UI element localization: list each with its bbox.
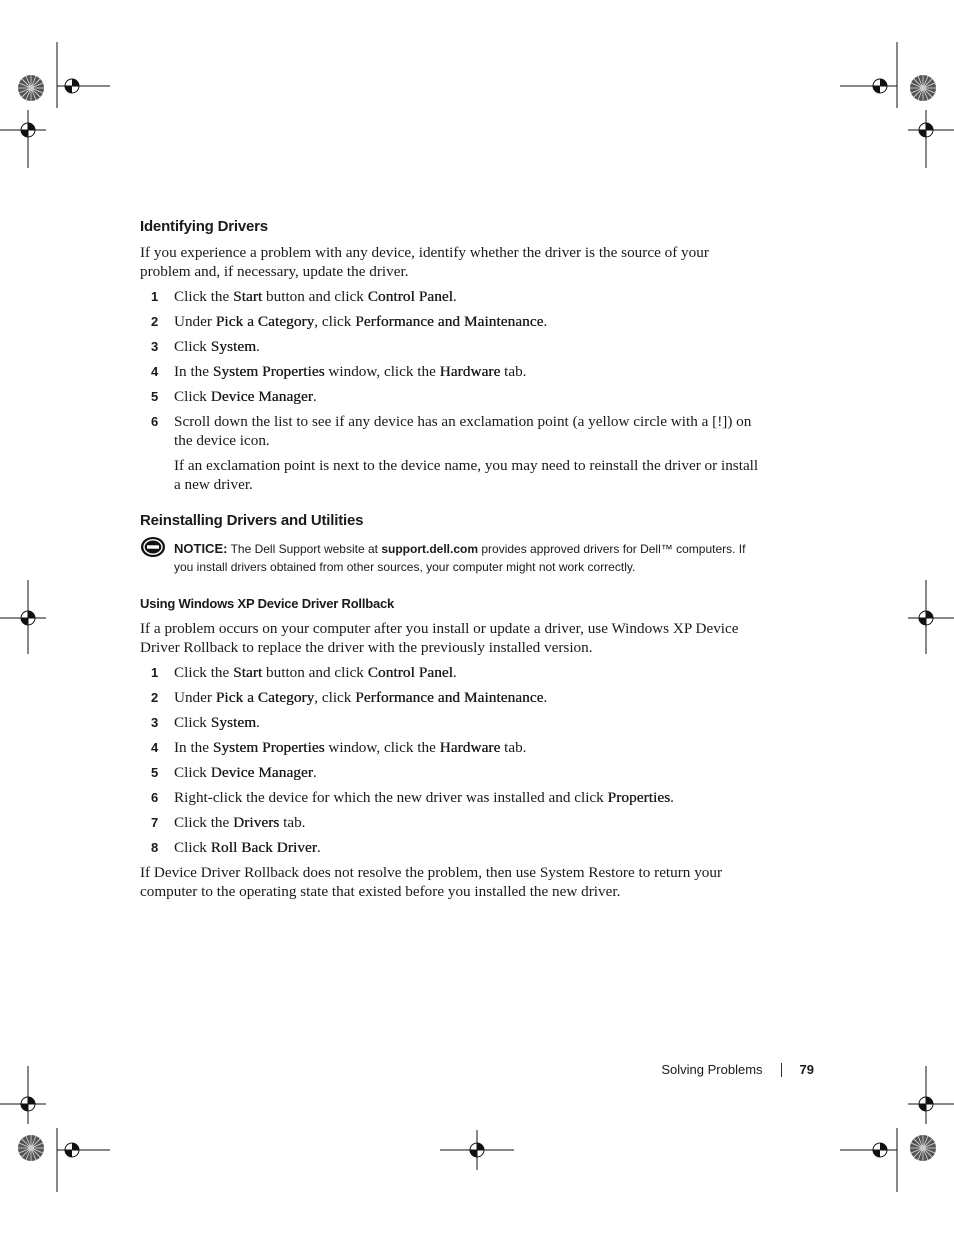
step-text: . [452, 664, 457, 681]
registration-mark-icon [65, 1143, 79, 1157]
step-text: In the [174, 739, 213, 756]
step-number: 4 [151, 740, 159, 755]
section3-intro: If a problem occurs on your computer after you install or update a driver, use Windows XP Device Driver Rollback to replace the driver with the previously installed version. [140, 620, 739, 656]
step-text: button and click [262, 664, 368, 681]
registration-mark-icon [919, 1097, 933, 1111]
step-number: 1 [151, 289, 159, 304]
ui-term: Pick a Category [215, 313, 315, 330]
step-text: Click the [174, 288, 234, 305]
step-number: 2 [151, 690, 159, 705]
step-text: Click [174, 839, 211, 856]
step-text: , click [314, 313, 356, 330]
color-wheel-icon [910, 1135, 936, 1161]
color-wheel-icon [18, 1135, 44, 1161]
ui-term: Control Panel [367, 288, 453, 305]
registration-mark-icon [873, 79, 887, 93]
registration-mark-icon [470, 1143, 484, 1157]
step-text: Under [174, 689, 216, 706]
step-number: 6 [151, 790, 159, 805]
step-text: Under [174, 313, 216, 330]
step-text: Click the [174, 664, 234, 681]
section-heading-reinstalling: Reinstalling Drivers and Utilities [140, 512, 364, 529]
section1-intro: If you experience a problem with any device, identify whether the driver is the source of your problem and, if necessary, update the driver. [140, 244, 709, 280]
step-text: . [543, 313, 548, 330]
ui-term: Drivers [233, 814, 280, 831]
step-text: Click the [174, 814, 234, 831]
registration-mark-icon [21, 123, 35, 137]
step-number: 5 [151, 389, 159, 404]
color-wheel-icon [18, 75, 44, 101]
ui-term: Hardware [439, 363, 501, 380]
step-text: . [452, 288, 457, 305]
registration-mark-icon [21, 611, 35, 625]
step-text: Click [174, 764, 211, 781]
step-text: tab. [500, 739, 527, 756]
step-text: , click [314, 689, 356, 706]
step-number: 4 [151, 364, 159, 379]
ui-term: System [210, 338, 257, 355]
step-number: 1 [151, 665, 159, 680]
footer-section-name: Solving Problems [661, 1062, 763, 1077]
ui-term: Performance and Maintenance [355, 313, 544, 330]
registration-mark-icon [873, 1143, 887, 1157]
ui-term: Performance and Maintenance [355, 689, 544, 706]
subsection-heading-rollback: Using Windows XP Device Driver Rollback [140, 596, 395, 611]
step-note-text: If an exclamation point is next to the device name, you may need to reinstall the driver or install a new driver. [174, 457, 759, 493]
ui-term: Pick a Category [215, 689, 315, 706]
registration-mark-icon [21, 1097, 35, 1111]
support-link[interactable]: support.dell.com [381, 542, 479, 556]
step-text: Click [174, 714, 211, 731]
section-heading-identifying-drivers: Identifying Drivers [140, 218, 268, 235]
step-number: 5 [151, 765, 159, 780]
section3-outro: If Device Driver Rollback does not resolve the problem, then use System Restore to return your computer to the operating state that existed before you installed the new driver. [140, 864, 723, 900]
step-number: 2 [151, 314, 159, 329]
step-text: Click [174, 388, 211, 405]
step-text: window, click the [324, 739, 440, 756]
step-number: 3 [151, 715, 159, 730]
ui-term: Start [233, 664, 263, 681]
registration-mark-icon [65, 79, 79, 93]
step-number: 8 [151, 840, 159, 855]
notice-label: NOTICE: [174, 541, 228, 556]
ui-term: Hardware [439, 739, 501, 756]
color-wheel-icon [910, 75, 936, 101]
ui-term: System [210, 714, 257, 731]
step-text: . [316, 839, 321, 856]
step-text: In the [174, 363, 213, 380]
step-number: 6 [151, 414, 159, 429]
notice-text: The Dell Support website at [230, 542, 382, 556]
step-text: Scroll down the list to see if any device has an exclamation point (a yellow circle with a [!]) on the device icon. [174, 413, 752, 449]
ui-term: Roll Back Driver [210, 839, 317, 856]
notice-text-rest: provides approved drivers for Dell™ computers. If you install drivers obtained from other sources, your computer might not work correctly. [174, 542, 746, 574]
ui-term: Device Manager [210, 388, 313, 405]
step-text: Click [174, 338, 211, 355]
step-text: button and click [262, 288, 368, 305]
ui-term: Properties [607, 789, 671, 806]
step-number: 3 [151, 339, 159, 354]
step-text: . [256, 714, 260, 731]
step-text: Right-click the device for which the new driver was installed and click [174, 789, 608, 806]
step-text: . [543, 689, 548, 706]
registration-mark-icon [919, 611, 933, 625]
step-text: tab. [500, 363, 527, 380]
ui-term: System Properties [212, 363, 325, 380]
step-text: window, click the [324, 363, 440, 380]
step-number: 7 [151, 815, 159, 830]
registration-mark-icon [919, 123, 933, 137]
ui-term: Control Panel [367, 664, 453, 681]
ui-term: Start [233, 288, 263, 305]
step-text: . [312, 388, 317, 405]
ui-term: System Properties [212, 739, 325, 756]
ui-term: Device Manager [210, 764, 313, 781]
step-text: tab. [279, 814, 306, 831]
step-text: . [670, 789, 674, 806]
step-text: . [256, 338, 260, 355]
step-text: . [312, 764, 317, 781]
page-number: 79 [799, 1062, 814, 1077]
